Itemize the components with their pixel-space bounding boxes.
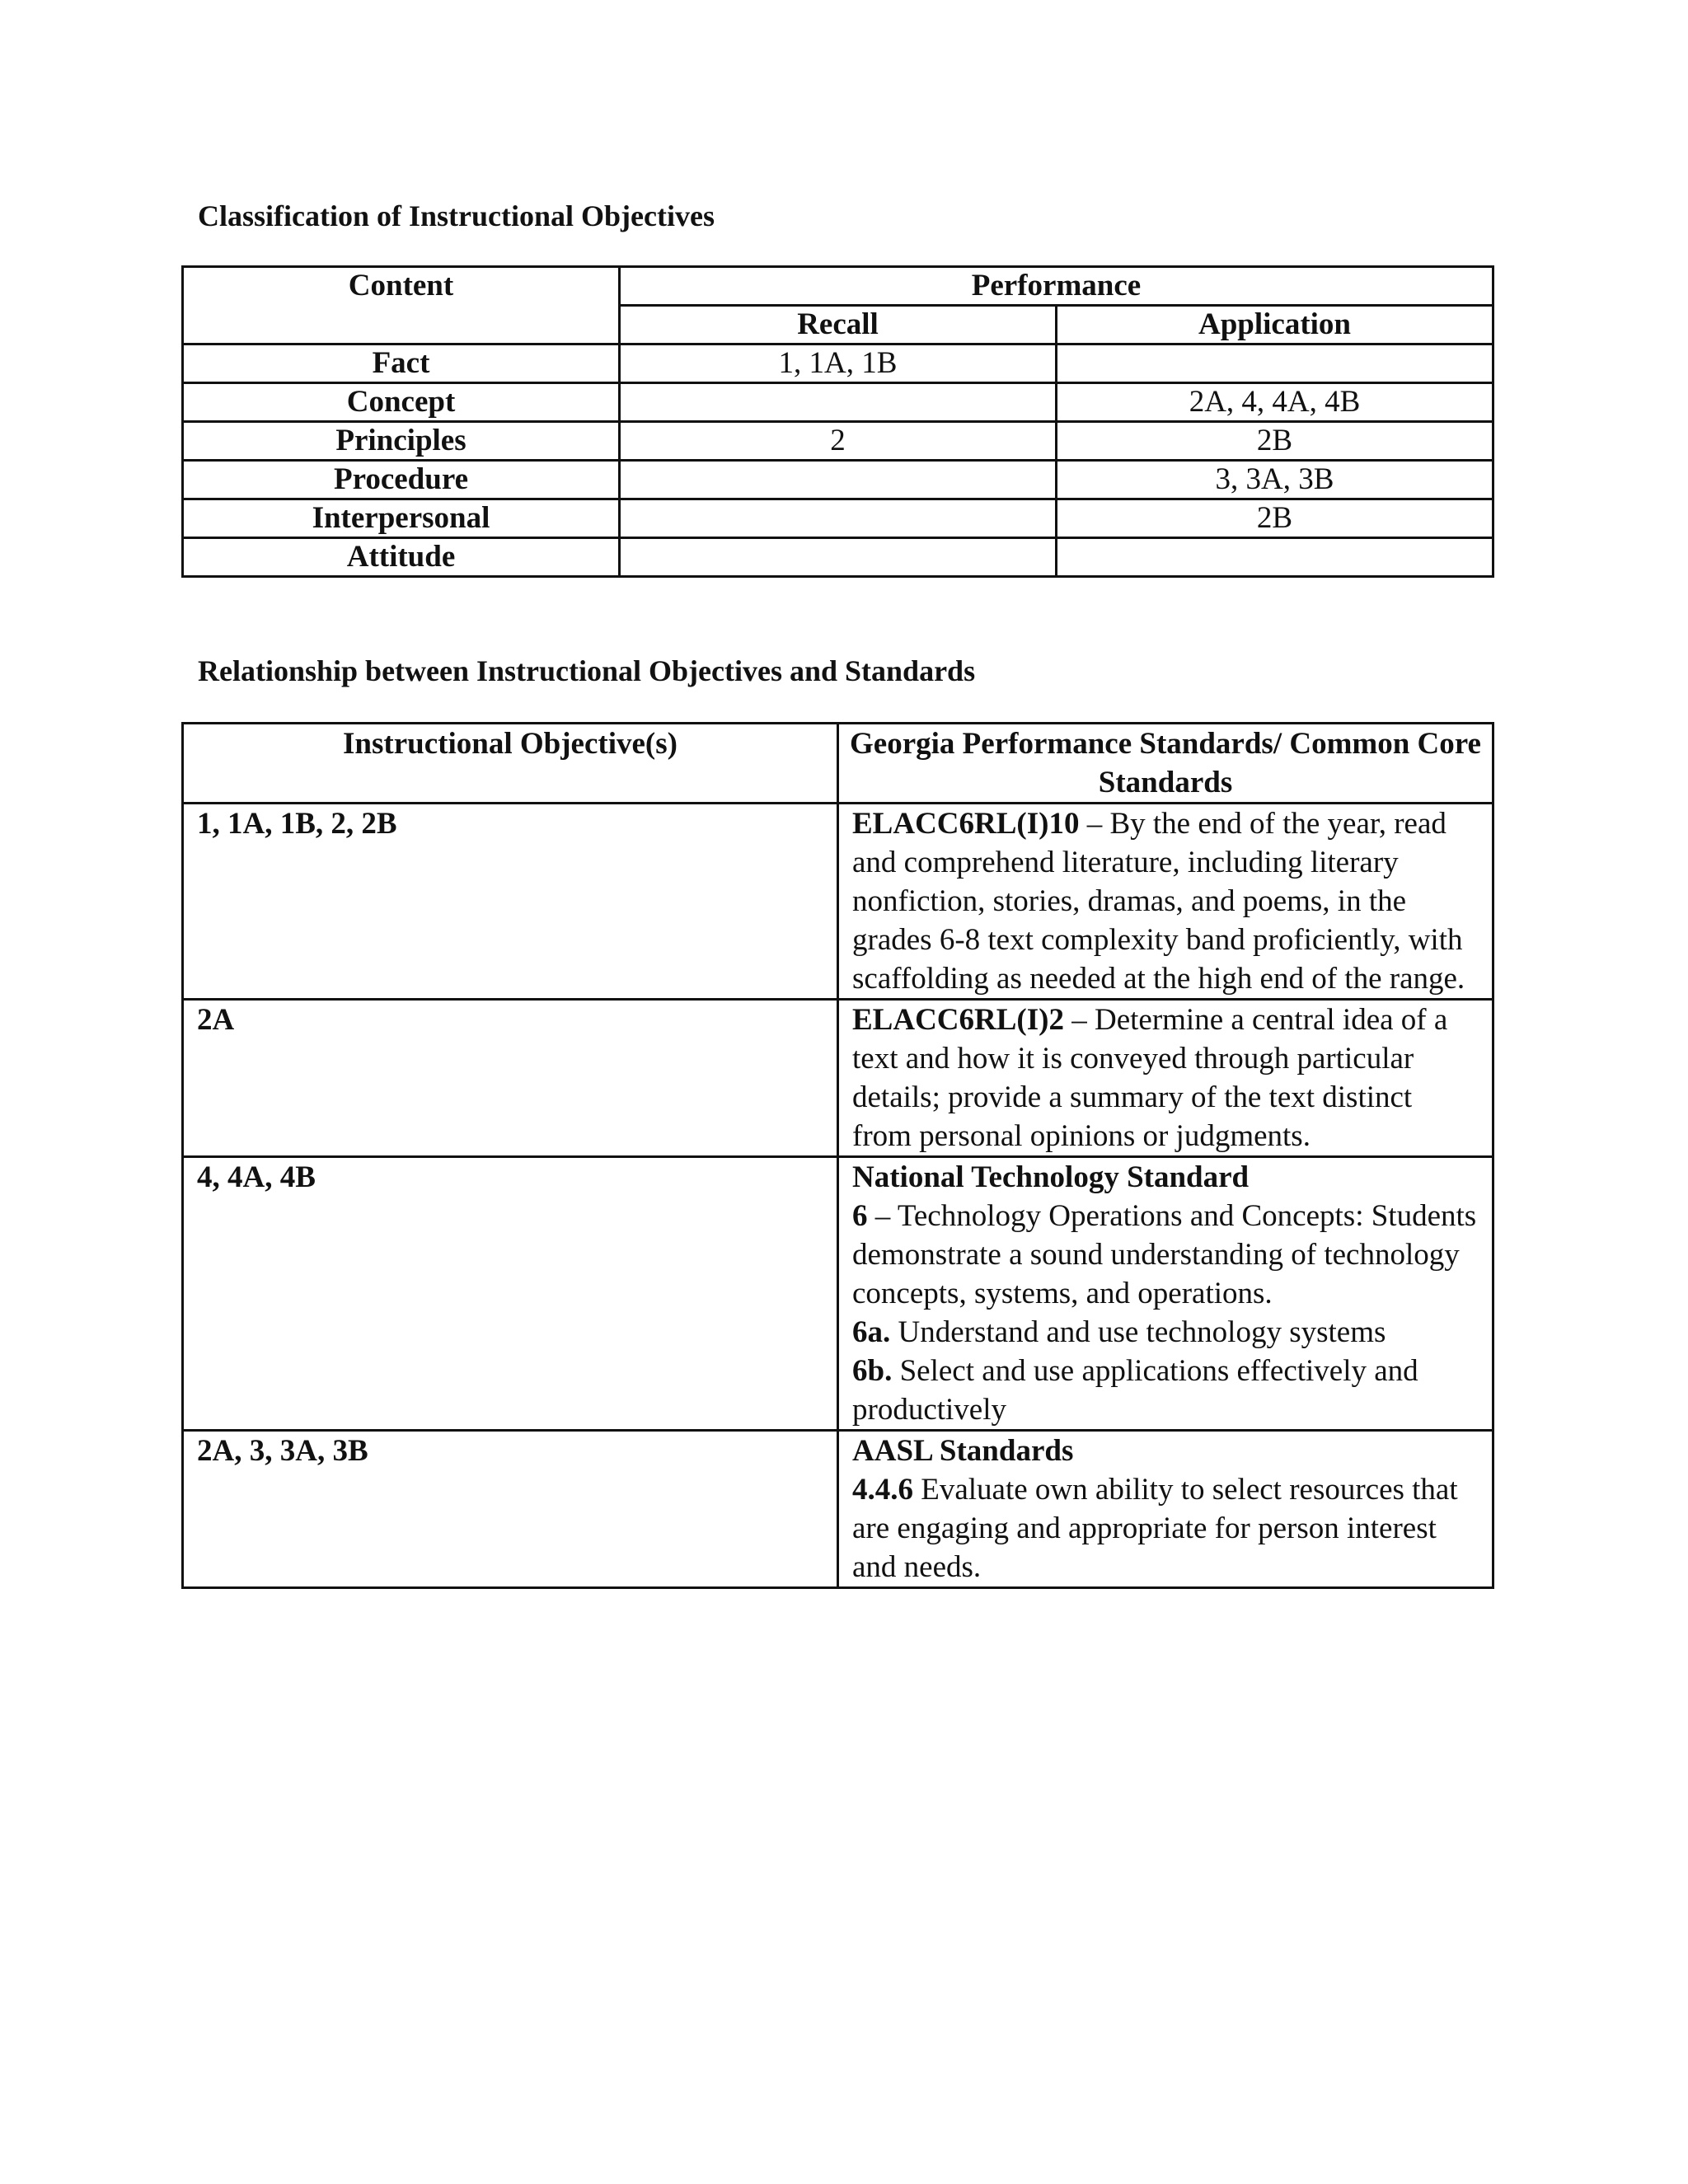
cell-application [1057, 344, 1493, 383]
standard-item-number: 6a. [852, 1315, 891, 1349]
standard-title: National Technology Standard [852, 1160, 1250, 1194]
cell-recall [620, 538, 1057, 577]
table-header-row [183, 267, 1493, 306]
standards-cell [838, 804, 1493, 1000]
standard-item [852, 1470, 1479, 1586]
standards-cell [838, 1431, 1493, 1588]
classification-heading: Classification of Instructional Objectives [198, 199, 715, 232]
objectives-cell: 2A [183, 1000, 838, 1157]
cell-application [1057, 538, 1493, 577]
table-row [183, 804, 1493, 1000]
table-row [183, 383, 1493, 422]
row-label-principles: Principles [183, 422, 620, 461]
standard-item-number: 6 [852, 1199, 868, 1233]
standard-code: ELACC6RL(I)2 [852, 1003, 1064, 1037]
standard-code: ELACC6RL(I)10 [852, 807, 1080, 841]
cell-application: 2A, 4, 4A, 4B [1057, 383, 1493, 422]
table-header-row [183, 724, 1493, 804]
standard-item [852, 1313, 1479, 1352]
table-row [183, 344, 1493, 383]
cell-recall [620, 383, 1057, 422]
row-label-fact: Fact [183, 344, 620, 383]
standards-cell [838, 1000, 1493, 1157]
cell-recall [620, 499, 1057, 538]
standard-item-number: 6b. [852, 1354, 893, 1388]
cell-recall: 2 [620, 422, 1057, 461]
table-row [183, 1431, 1493, 1588]
row-label-interpersonal: Interpersonal [183, 499, 620, 538]
standards-table [181, 722, 1494, 1589]
table-row [183, 538, 1493, 577]
row-label-concept: Concept [183, 383, 620, 422]
objectives-cell: 4, 4A, 4B [183, 1157, 838, 1431]
header-standards: Georgia Performance Standards/ Common Core Standards [838, 724, 1493, 804]
cell-recall: 1, 1A, 1B [620, 344, 1057, 383]
standard-item-text: Evaluate own ability to select resources that are engaging and appropriate for person interest and needs. [852, 1473, 1458, 1584]
standard-title: AASL Standards [852, 1434, 1074, 1468]
table-row [183, 1157, 1493, 1431]
cell-application: 3, 3A, 3B [1057, 461, 1493, 499]
table-row [183, 499, 1493, 538]
objectives-cell: 1, 1A, 1B, 2, 2B [183, 804, 838, 1000]
header-application: Application [1057, 306, 1493, 344]
row-label-procedure: Procedure [183, 461, 620, 499]
header-performance: Performance [620, 267, 1493, 306]
standard-item-text: Understand and use technology systems [890, 1315, 1386, 1349]
cell-recall [620, 461, 1057, 499]
standard-text: – Determine a central idea of a text and how it is conveyed through particular details; provide a summary of the text distinct from personal opinions or judgments. [852, 1003, 1448, 1153]
standards-cell [838, 1157, 1493, 1431]
standard-item [852, 1197, 1479, 1313]
header-recall: Recall [620, 306, 1057, 344]
classification-table [181, 265, 1494, 578]
cell-application: 2B [1057, 499, 1493, 538]
header-objectives: Instructional Objective(s) [183, 724, 838, 804]
standard-item-number: 4.4.6 [852, 1473, 913, 1507]
relationship-heading: Relationship between Instructional Objectives and Standards [198, 654, 976, 687]
header-content: Content [183, 267, 620, 344]
table-row [183, 422, 1493, 461]
row-label-attitude: Attitude [183, 538, 620, 577]
table-row [183, 1000, 1493, 1157]
standard-item-text: Select and use applications effectively and productively [852, 1354, 1418, 1427]
objectives-cell: 2A, 3, 3A, 3B [183, 1431, 838, 1588]
table-row [183, 461, 1493, 499]
standard-item-text: – Technology Operations and Concepts: Students demonstrate a sound understanding of technology concepts, systems, and operations. [852, 1199, 1477, 1310]
standard-text: – By the end of the year, read and comprehend literature, including literary nonfiction, stories, dramas, and poems, in the grades 6-8 text complexity band proficiently, with scaffolding as needed at the high end of the range. [852, 807, 1465, 996]
standard-item [852, 1352, 1479, 1429]
cell-application: 2B [1057, 422, 1493, 461]
